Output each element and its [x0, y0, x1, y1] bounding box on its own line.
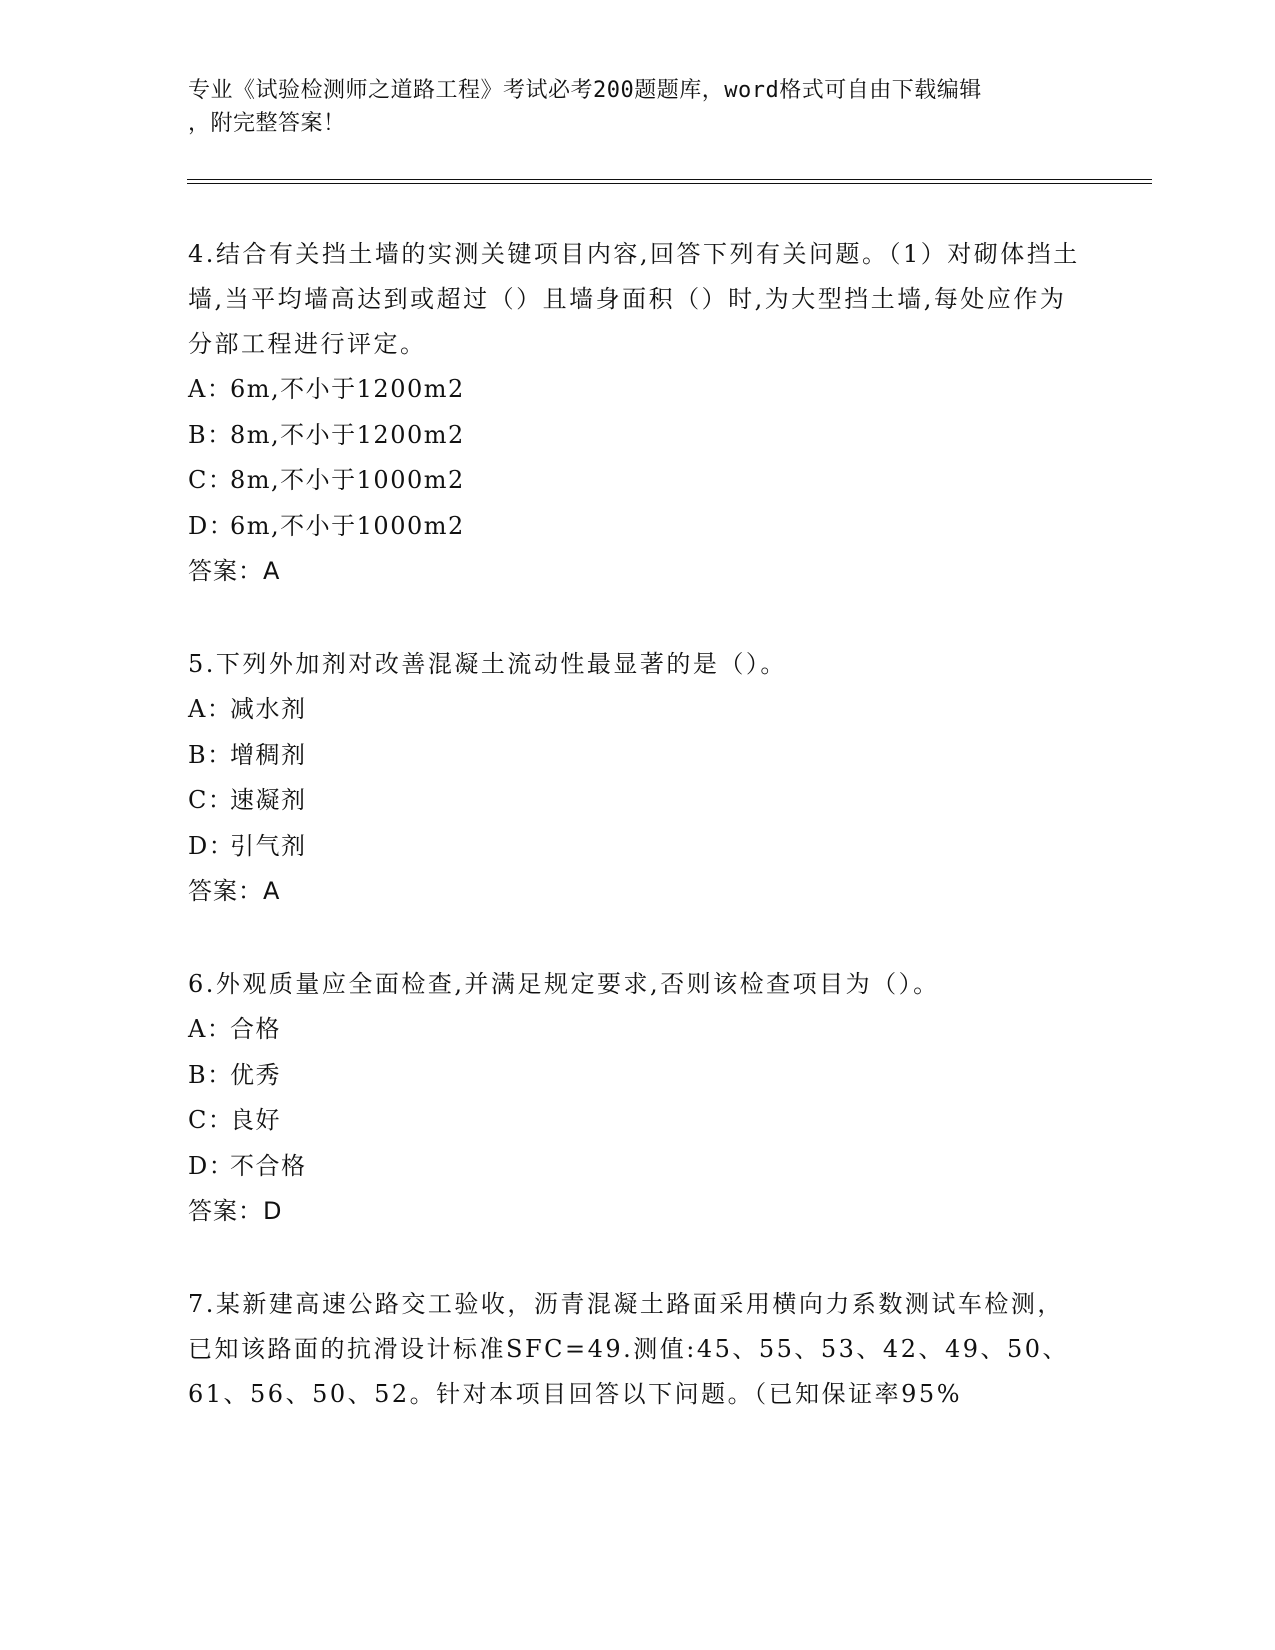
question-text: 5.下列外加剂对改善混凝土流动性最显著的是（）。 [188, 650, 787, 678]
header-divider-top [187, 179, 1152, 180]
option-text: 优秀 [230, 1060, 281, 1089]
question-7 [188, 1282, 1088, 1417]
option-text: 合格 [230, 1015, 281, 1043]
option-text: 8m,不小于1000m2 [230, 466, 465, 494]
option-key: C： [188, 1106, 234, 1134]
option-key: A： [188, 695, 233, 723]
option-text: 减水剂 [230, 695, 307, 723]
option-d [188, 1144, 1088, 1190]
answer-line: 答案：A [188, 877, 281, 905]
option-c [188, 458, 1088, 504]
option-text: 良好 [230, 1106, 281, 1134]
header-line-1: 专业《试验检测师之道路工程》考试必考200题题库，word格式可自由下载编辑 [188, 78, 982, 103]
option-key: B： [188, 1060, 233, 1089]
option-key: A： [188, 1015, 233, 1043]
question-6 [188, 962, 1088, 1235]
option-b [188, 733, 1088, 779]
option-a [188, 1007, 1088, 1053]
option-key: D： [188, 511, 235, 540]
option-c [188, 778, 1088, 824]
option-a [188, 687, 1088, 733]
option-d [188, 504, 1088, 550]
option-key: D： [188, 831, 235, 860]
option-text: 6m,不小于1200m2 [230, 375, 465, 403]
header-line-2: ，附完整答案！ [188, 111, 346, 136]
option-key: A： [188, 375, 233, 403]
option-c [188, 1098, 1088, 1144]
option-key: C： [188, 786, 234, 814]
option-key: B： [188, 740, 233, 769]
option-text: 不合格 [230, 1151, 307, 1180]
question-text: 7.某新建高速公路交工验收，沥青混凝土路面采用横向力系数测试车检测，已知该路面的抗滑设计标准SFC=49.测值:45、55、53、42、49、50、61、56、50、52。针对本项目回答以下问题。（已知保证率95% [188, 1290, 1070, 1408]
question-text: 4.结合有关挡土墙的实测关键项目内容,回答下列有关问题。（1）对砌体挡土墙,当平均墙高达到或超过（）且墙身面积（）时,为大型挡土墙,每处应作为分部工程进行评定。 [188, 240, 1080, 358]
option-text: 6m,不小于1000m2 [230, 511, 465, 540]
question-4 [188, 232, 1088, 595]
option-d [188, 824, 1088, 870]
option-key: C： [188, 466, 234, 494]
question-5 [188, 642, 1088, 915]
question-text: 6.外观质量应全面检查,并满足规定要求,否则该检查项目为（）。 [188, 970, 940, 998]
option-text: 增稠剂 [230, 740, 307, 769]
option-key: D： [188, 1151, 235, 1180]
document-header [188, 74, 1068, 140]
option-a [188, 367, 1088, 413]
option-key: B： [188, 420, 233, 449]
option-b [188, 413, 1088, 459]
answer-line: 答案：A [188, 557, 281, 585]
option-text: 速凝剂 [230, 786, 307, 814]
option-text: 8m,不小于1200m2 [230, 420, 465, 449]
option-b [188, 1053, 1088, 1099]
option-text: 引气剂 [230, 831, 307, 860]
header-divider-bottom [187, 183, 1152, 184]
answer-line: 答案：D [188, 1197, 283, 1225]
